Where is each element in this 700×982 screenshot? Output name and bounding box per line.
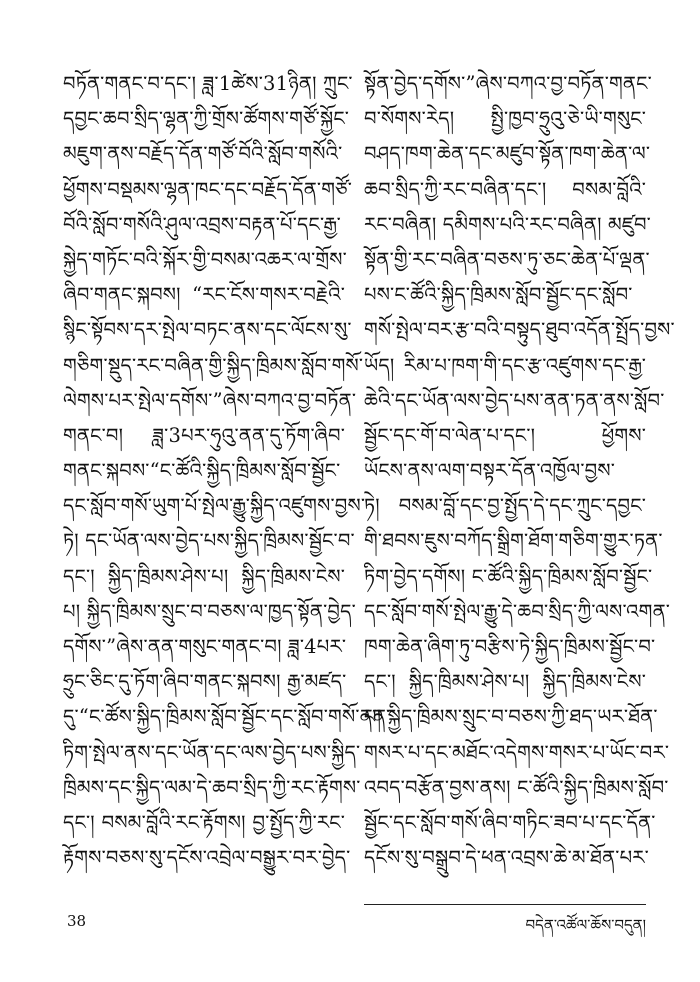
text-line: དངོས་སུ་བསྒྲུབ་དེ་ཕན་འབྲས་ཆེ་མ་ཐོན་པར་ (364, 846, 649, 870)
text-line: ཏིག་སྤེལ་ནས་དང་ཡོན་དང་ལས་བྱེད་པས་སྐྱིད་ (63, 740, 361, 764)
running-title: བདེན་འཚོལ་ཆོས་བདུན། (525, 916, 646, 934)
left-text-column (63, 66, 391, 875)
text-line: གསར་པ་དང་མཐོང་འདེགས་གསར་པ་ཡོང་བར་ (364, 740, 670, 764)
text-line: ཆབ་སྲིད་ཀྱི་རང་བཞིན་དང་། བསམ་བློའི་ (364, 177, 646, 201)
text-line: ཆེའི་དང་ཡོན་ལས་བྱེད་པས་ནན་ཏན་ནས་སློབ་ (364, 388, 665, 412)
text-line: པས་ང་ཚོའི་སྐྱིད་ཁྲིམས་སློབ་སྦྱོང་དང་སློབ་ (364, 283, 633, 307)
text-line: ཡོངས་ནས་ལག་བསྟར་དོན་འཁྱོལ་བྱས་ (364, 459, 616, 483)
text-line: དང་སློབ་གསོ་སྤེལ་རྒྱུ་དེ་ཆབ་སྲིད་ཀྱི་ལས་འགན་ (364, 599, 671, 623)
text-line: སྦྱོང་དང་གོ་བ་ལེན་པ་དང་། ཕྱོགས་ (364, 423, 646, 447)
text-line: གནང་བ། ཟླ་3པར་ཧུའུ་ནན་དུ་ཏོག་ཞིབ་ (63, 423, 345, 447)
text-line: དང་སློབ་གསོ་ཡུག་པོ་སྤེལ་རྒྱུ་སྐྱིད་འཛུགས་བྱས་ (63, 494, 366, 518)
text-line: ཁྲིམས་དང་སྐྱིད་ལམ་དེ་ཆབ་སྲིད་ཀྱི་རང་རྟོགས་ (63, 775, 361, 799)
text-line: དང་། སྐྱིད་ཁྲིམས་ཤེས་པ། སྐྱིད་ཁྲིམས་ངེས་ (364, 670, 646, 694)
text-line: རྟོགས་བཅས་སུ་དངོས་འབྲེལ་བསྒྱུར་བར་བྱེད་ (63, 846, 351, 870)
text-line: སྐྱེད་གཏོང་བའི་སྐོར་གྱི་བསམ་འཆར་ལ་གྲོས་ (63, 247, 347, 271)
text-line: དབྱང་ཆབ་སྲིད་ལྷན་ཀྱི་གྲོས་ཚོགས་གཙོ་སྐྱོང་ (63, 107, 350, 131)
text-line: ཏེ། བསམ་བློ་དང་བྱ་སྤྱོད་དེ་དང་ཀྲུང་དབྱང་ (364, 494, 646, 518)
text-line: བཏོན་གནང་བ་དང་། ཟླ་1ཚེས་31ཉིན། ཀྲུང་ (63, 72, 353, 95)
text-line: ཏེ། དང་ཡོན་ལས་བྱེད་པས་སྐྱིད་ཁྲིམས་སྦྱོང་བ་ (63, 529, 355, 553)
right-text-column (364, 66, 675, 875)
text-line: གཅིག་སྡུད་རང་བཞིན་གྱི་སྐྱིད་ཁྲིམས་སློབ་གསོ་ (63, 353, 364, 377)
text-line: སྟོན་བྱེད་དགོས་”ཞེས་བཀའ་བྱ་བཏོན་གནང་ (364, 72, 652, 95)
text-line: ཕྱོགས་བསྡམས་ལྷན་ཁང་དང་བརྗོད་དོན་གཙོ་ (63, 177, 353, 201)
footer-divider (364, 904, 646, 905)
text-line: རང་བཞིན། དམིགས་པའི་རང་བཞིན། མཛུབ་ (364, 212, 651, 236)
text-line: པ། སྐྱིད་ཁྲིམས་སྲུང་བ་བཅས་ཀྱི་ཐད་ཡར་ཐོན་ (364, 705, 658, 729)
text-line: ལེགས་པར་སྤེལ་དགོས་”ཞེས་བཀའ་བྱ་བཏོན་ (63, 388, 357, 412)
text-line: དང་། སྐྱིད་ཁྲིམས་ཤེས་པ། སྐྱིད་ཁྲིམས་ངེས་ (63, 564, 345, 588)
text-line: བ་སོགས་རེད། སྤྱི་ཁྱབ་ཧྲུའུ་ཅེ་ཡི་གསུང་ (364, 107, 646, 131)
text-line: ཞིབ་གནང་སྐབས། “རང་ངོས་གསར་བརྗེའི་ (63, 283, 345, 307)
text-line: འབད་བརྩོན་བྱས་ནས། ང་ཚོའི་སྐྱིད་ཁྲིམས་སློབ་ (364, 775, 669, 799)
text-line: དགོས་”ཞེས་ནན་གསུང་གནང་བ། ཟླ་4པར་ (63, 635, 347, 658)
text-line: ཡོད། རིམ་པ་ཁག་གི་དང་རྩ་འཛུགས་དང་རྒྱ་ (364, 353, 646, 377)
text-line: ཧྲུང་ཅིང་དུ་ཏོག་ཞིབ་གནང་སྐབས། རྒྱ་མཛད་ (63, 670, 347, 694)
text-line: གསོ་སྤེལ་བར་རྩ་བའི་བསྟུད་ཐུབ་འདོན་སྤྲོད་བྱས་ (364, 318, 675, 342)
page-number: 38 (67, 912, 87, 930)
text-line: གནང་སྐབས་“ང་ཚོའི་སྐྱིད་ཁྲིམས་སློབ་སྦྱོང་ (63, 459, 341, 483)
text-line: དུ་“ང་ཚོས་སྐྱིད་ཁྲིམས་སློབ་སྦྱོང་དང་སློབ་གསོ་ནན་ (63, 705, 391, 729)
text-line: དང་། བསམ་བློའི་རང་རྟོགས། བྱ་སྤྱོད་ཀྱི་རང་ (63, 810, 345, 834)
text-line: མཇུག་ནས་བརྗོད་དོན་གཙོ་བོའི་སློབ་གསོའི་ (63, 142, 343, 166)
text-line: སྟོན་གྱི་རང་བཞིན་བཅས་ཏུ་ཅང་ཆེན་པོ་ལྡན་ (364, 247, 650, 271)
text-line: གི་ཐབས་ཇུས་བཀོད་སྒྲིག་ཐོག་གཅིག་གྱུར་ཏན་ (364, 529, 663, 553)
text-line: ཁག་ཆེན་ཞིག་ཏུ་བརྩིས་ཏེ་སྐྱིད་ཁྲིམས་སྦྱོང་བ་ (364, 635, 656, 658)
text-line: ཏིག་བྱེད་དགོས། ང་ཚོའི་སྐྱིད་ཁྲིམས་སློབ་སྦྱོང་ (364, 564, 653, 588)
text-line: སྙིང་སྟོབས་དར་སྤེལ་བཏང་ནས་དང་ལོངས་སུ་ (63, 318, 352, 342)
text-line: སྦྱོང་དང་སློབ་གསོ་ཞིབ་གཏིང་ཟབ་པ་དང་དོན་ (364, 810, 656, 834)
text-line: བོའི་སློབ་གསོའི་ཤུལ་འབྲས་བརྟན་པོ་དང་རྒྱ་ (63, 212, 341, 236)
text-line: བཤད་ཁག་ཆེན་དང་མཛུབ་སྟོན་ཁག་ཆེན་ལ་ (364, 142, 651, 166)
text-line: པ། སྐྱིད་ཁྲིམས་སྲུང་བ་བཅས་ལ་ཁྱད་སྟོན་བྱེད་ (63, 599, 356, 623)
